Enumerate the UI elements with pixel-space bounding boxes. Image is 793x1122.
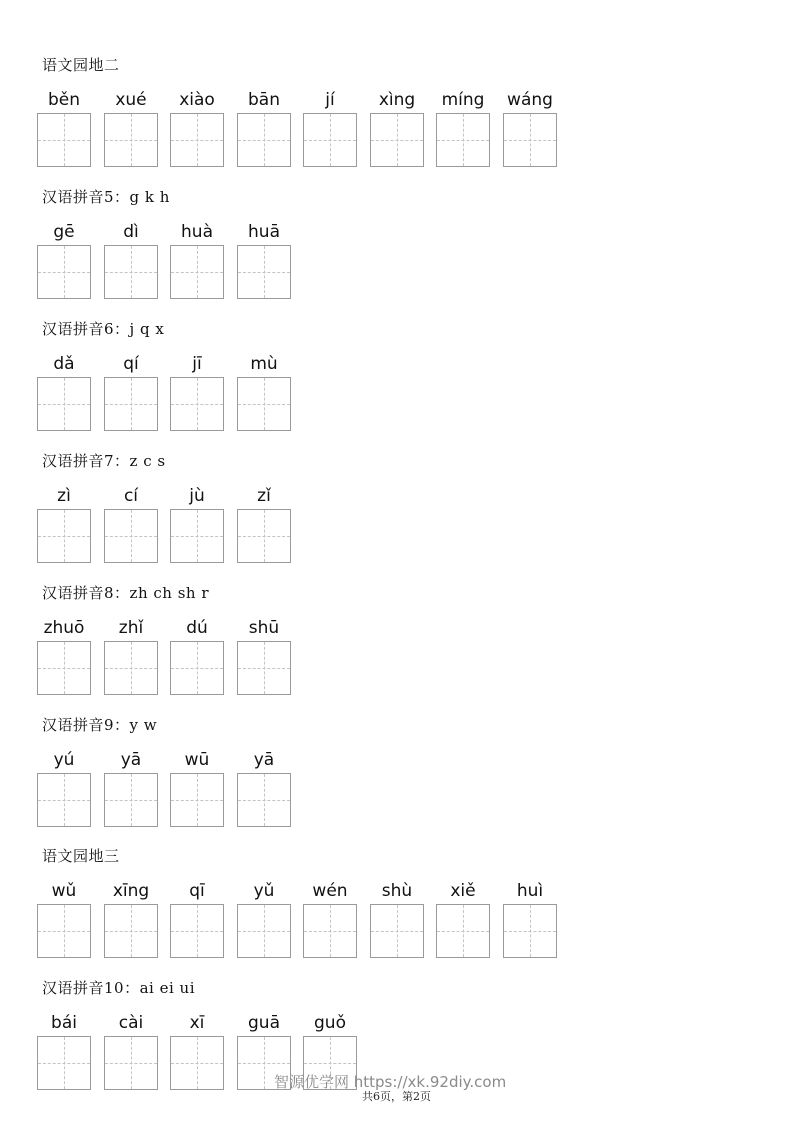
tianzige-box[interactable]	[170, 245, 224, 299]
tianzige-box[interactable]	[37, 773, 91, 827]
tianzige-box[interactable]	[37, 377, 91, 431]
pinyin-label: gē	[53, 222, 75, 242]
guide-line-horizontal	[437, 140, 489, 141]
guide-line-horizontal	[238, 668, 290, 669]
guide-line-horizontal	[304, 140, 356, 141]
guide-line-horizontal	[238, 536, 290, 537]
pinyin-label: jù	[189, 486, 205, 506]
tianzige-box[interactable]	[237, 773, 291, 827]
pinyin-label: qí	[123, 354, 139, 374]
guide-line-horizontal	[171, 1063, 223, 1064]
tianzige-box[interactable]	[37, 245, 91, 299]
tianzige-box[interactable]	[370, 904, 424, 958]
tianzige-box[interactable]	[237, 641, 291, 695]
pinyin-label: qī	[189, 881, 205, 901]
guide-line-horizontal	[171, 404, 223, 405]
pinyin-label: cài	[118, 1013, 144, 1033]
guide-line-horizontal	[171, 931, 223, 932]
tianzige-box[interactable]	[104, 245, 158, 299]
tianzige-box[interactable]	[104, 904, 158, 958]
tianzige-box[interactable]	[37, 641, 91, 695]
guide-line-horizontal	[105, 931, 157, 932]
pinyin-label: wén	[312, 881, 348, 901]
guide-line-horizontal	[238, 140, 290, 141]
pinyin-label: jī	[192, 354, 202, 374]
tianzige-box[interactable]	[237, 245, 291, 299]
pinyin-label: huā	[248, 222, 280, 242]
guide-line-horizontal	[504, 931, 556, 932]
guide-line-horizontal	[105, 536, 157, 537]
tianzige-box[interactable]	[37, 509, 91, 563]
pinyin-label: bān	[248, 90, 280, 110]
guide-line-horizontal	[171, 272, 223, 273]
tianzige-box[interactable]	[37, 1036, 91, 1090]
guide-line-horizontal	[38, 140, 90, 141]
guide-line-horizontal	[105, 404, 157, 405]
watermark: 智源优学网 https://xk.92diy.com	[274, 1073, 507, 1091]
guide-line-horizontal	[238, 404, 290, 405]
page-number: 共6页，第2页	[362, 1090, 431, 1103]
pinyin-label: wū	[184, 750, 210, 770]
pinyin-label: yú	[53, 750, 75, 770]
tianzige-box[interactable]	[237, 113, 291, 167]
tianzige-box[interactable]	[237, 377, 291, 431]
section-title: 语文园地二	[42, 56, 120, 74]
guide-line-horizontal	[371, 931, 423, 932]
pinyin-label: xìng	[378, 90, 416, 110]
tianzige-box[interactable]	[303, 904, 357, 958]
section-title: 汉语拼音5：g k h	[42, 188, 170, 206]
guide-line-horizontal	[304, 1063, 356, 1064]
pinyin-label: xiě	[450, 881, 476, 901]
tianzige-box[interactable]	[237, 509, 291, 563]
pinyin-label: bái	[51, 1013, 77, 1033]
guide-line-horizontal	[504, 140, 556, 141]
guide-line-horizontal	[238, 931, 290, 932]
tianzige-box[interactable]	[170, 1036, 224, 1090]
pinyin-label: yā	[253, 750, 275, 770]
section-title: 汉语拼音8：zh ch sh r	[42, 584, 210, 602]
pinyin-label: huì	[516, 881, 544, 901]
tianzige-box[interactable]	[104, 641, 158, 695]
pinyin-label: huà	[181, 222, 213, 242]
tianzige-box[interactable]	[170, 113, 224, 167]
pinyin-label: shū	[248, 618, 280, 638]
tianzige-box[interactable]	[170, 904, 224, 958]
section-title: 汉语拼音7：z c s	[42, 452, 166, 470]
tianzige-box[interactable]	[436, 904, 490, 958]
pinyin-label: jí	[325, 90, 335, 110]
pinyin-label: zǐ	[257, 486, 271, 506]
tianzige-box[interactable]	[37, 113, 91, 167]
guide-line-horizontal	[105, 668, 157, 669]
guide-line-horizontal	[38, 536, 90, 537]
pinyin-label: xī	[189, 1013, 205, 1033]
section-title: 汉语拼音10：ai ei ui	[42, 979, 195, 997]
tianzige-box[interactable]	[104, 1036, 158, 1090]
pinyin-label: cí	[123, 486, 139, 506]
guide-line-horizontal	[238, 272, 290, 273]
guide-line-horizontal	[38, 931, 90, 932]
tianzige-box[interactable]	[104, 377, 158, 431]
tianzige-box[interactable]	[104, 773, 158, 827]
pinyin-label: xīng	[112, 881, 150, 901]
guide-line-horizontal	[38, 668, 90, 669]
pinyin-label: yǔ	[253, 881, 275, 901]
section-title: 汉语拼音6：j q x	[42, 320, 165, 338]
pinyin-label: mù	[250, 354, 278, 374]
pinyin-label: wáng	[507, 90, 553, 110]
guide-line-horizontal	[171, 536, 223, 537]
tianzige-box[interactable]	[170, 773, 224, 827]
guide-line-horizontal	[371, 140, 423, 141]
pinyin-label: zhuō	[43, 618, 85, 638]
guide-line-horizontal	[171, 668, 223, 669]
guide-line-horizontal	[304, 931, 356, 932]
guide-line-horizontal	[171, 140, 223, 141]
tianzige-box[interactable]	[503, 113, 557, 167]
pinyin-label: guā	[248, 1013, 280, 1033]
pinyin-label: wǔ	[51, 881, 77, 901]
pinyin-label: xué	[115, 90, 147, 110]
guide-line-horizontal	[38, 404, 90, 405]
tianzige-box[interactable]	[170, 377, 224, 431]
tianzige-box[interactable]	[170, 509, 224, 563]
guide-line-horizontal	[238, 1063, 290, 1064]
pinyin-label: shù	[381, 881, 413, 901]
tianzige-box[interactable]	[303, 113, 357, 167]
pinyin-label: zhǐ	[118, 618, 144, 638]
guide-line-horizontal	[238, 800, 290, 801]
section-title: 语文园地三	[42, 847, 120, 865]
guide-line-horizontal	[105, 272, 157, 273]
pinyin-label: dì	[123, 222, 139, 242]
pinyin-label: yā	[120, 750, 142, 770]
tianzige-box[interactable]	[104, 113, 158, 167]
tianzige-box[interactable]	[503, 904, 557, 958]
tianzige-box[interactable]	[370, 113, 424, 167]
tianzige-box[interactable]	[37, 904, 91, 958]
guide-line-horizontal	[105, 1063, 157, 1064]
tianzige-box[interactable]	[170, 641, 224, 695]
tianzige-box[interactable]	[436, 113, 490, 167]
pinyin-label: xiào	[179, 90, 215, 110]
pinyin-label: míng	[441, 90, 485, 110]
pinyin-label: zì	[57, 486, 71, 506]
pinyin-label: dú	[186, 618, 208, 638]
guide-line-horizontal	[38, 272, 90, 273]
pinyin-label: guǒ	[314, 1013, 346, 1033]
guide-line-horizontal	[105, 800, 157, 801]
guide-line-horizontal	[38, 800, 90, 801]
guide-line-horizontal	[38, 1063, 90, 1064]
tianzige-box[interactable]	[237, 904, 291, 958]
section-title: 汉语拼音9：y w	[42, 716, 158, 734]
pinyin-label: běn	[47, 90, 81, 110]
guide-line-horizontal	[437, 931, 489, 932]
tianzige-box[interactable]	[104, 509, 158, 563]
pinyin-label: dǎ	[53, 354, 75, 374]
guide-line-horizontal	[105, 140, 157, 141]
guide-line-horizontal	[171, 800, 223, 801]
